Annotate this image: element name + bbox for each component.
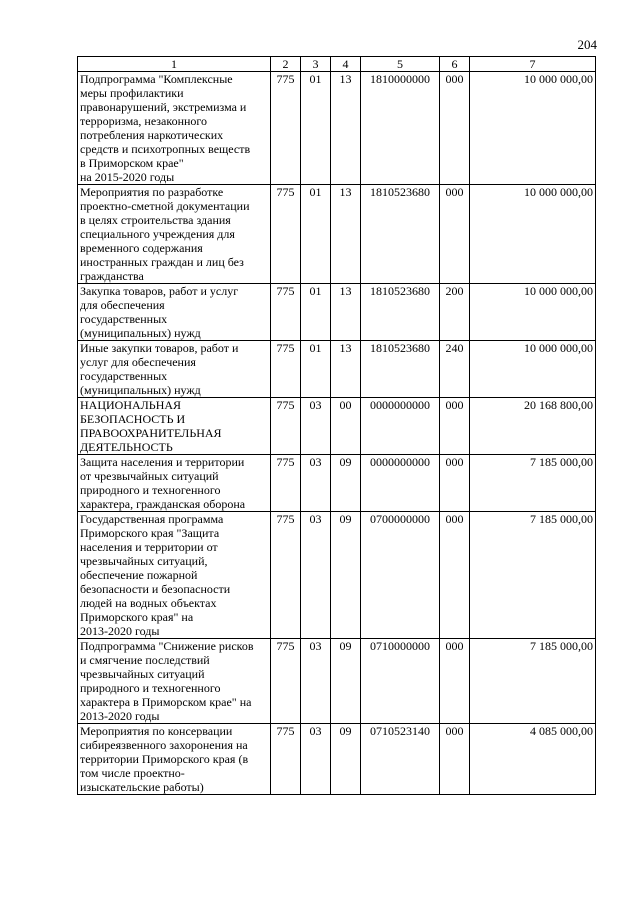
row-target-code: 1810523680 [361,341,440,398]
row-ministry-code: 775 [271,341,301,398]
header-col-6: 6 [440,57,470,72]
row-name: Мероприятия по разработке проектно-сметной документации в целях строительства здания специального учреждения для временного содержания иностранных граждан и лиц без гражданства [78,185,271,284]
row-subsection-code: 13 [331,185,361,284]
table-row [78,455,596,512]
table-row [78,512,596,639]
table-row [78,284,596,341]
row-section-code: 03 [301,639,331,724]
row-subsection-code: 09 [331,724,361,795]
row-target-code: 1810523680 [361,185,440,284]
table-row [78,639,596,724]
row-name: Иные закупки товаров, работ и услуг для обеспечения государственных (муниципальных) нужд [78,341,271,398]
row-section-code: 01 [301,72,331,185]
row-ministry-code: 775 [271,455,301,512]
row-amount: 10 000 000,00 [470,341,596,398]
row-target-code: 1810000000 [361,72,440,185]
row-target-code: 0000000000 [361,455,440,512]
row-amount: 20 168 800,00 [470,398,596,455]
row-ministry-code: 775 [271,284,301,341]
row-expense-type: 000 [440,185,470,284]
header-col-7: 7 [470,57,596,72]
row-expense-type: 000 [440,639,470,724]
row-subsection-code: 09 [331,512,361,639]
row-expense-type: 000 [440,455,470,512]
row-target-code: 1810523680 [361,284,440,341]
row-amount: 7 185 000,00 [470,639,596,724]
header-col-5: 5 [361,57,440,72]
row-name: Закупка товаров, работ и услуг для обеспечения государственных (муниципальных) нужд [78,284,271,341]
row-target-code: 0710000000 [361,639,440,724]
budget-table [77,56,596,795]
table-row [78,185,596,284]
row-section-code: 03 [301,455,331,512]
row-ministry-code: 775 [271,398,301,455]
row-amount: 7 185 000,00 [470,512,596,639]
header-row [78,57,596,72]
row-subsection-code: 00 [331,398,361,455]
header-col-1: 1 [78,57,271,72]
row-expense-type: 000 [440,398,470,455]
row-name: Защита населения и территории от чрезвычайных ситуаций природного и техногенного характера, гражданская оборона [78,455,271,512]
table-row [78,724,596,795]
row-subsection-code: 13 [331,72,361,185]
row-ministry-code: 775 [271,724,301,795]
row-expense-type: 000 [440,72,470,185]
row-name: Государственная программа Приморского края "Защита населения и территории от чрезвычайных ситуаций, обеспечение пожарной безопасности и безопасности людей на водных объектах Приморского края" на 2013-2020 годы [78,512,271,639]
row-subsection-code: 09 [331,455,361,512]
row-amount: 4 085 000,00 [470,724,596,795]
row-amount: 7 185 000,00 [470,455,596,512]
row-target-code: 0710523140 [361,724,440,795]
row-name: Подпрограмма "Комплексные меры профилактики правонарушений, экстремизма и терроризма, незаконного потребления наркотических средств и психотропных веществ в Приморском крае" на 2015-2020 годы [78,72,271,185]
row-expense-type: 240 [440,341,470,398]
row-section-code: 03 [301,398,331,455]
header-col-3: 3 [301,57,331,72]
row-expense-type: 000 [440,512,470,639]
row-ministry-code: 775 [271,185,301,284]
row-ministry-code: 775 [271,512,301,639]
table-row [78,398,596,455]
header-col-2: 2 [271,57,301,72]
table-row [78,72,596,185]
row-amount: 10 000 000,00 [470,72,596,185]
row-expense-type: 000 [440,724,470,795]
row-section-code: 03 [301,724,331,795]
row-expense-type: 200 [440,284,470,341]
page-number: 204 [577,37,597,52]
row-ministry-code: 775 [271,639,301,724]
row-ministry-code: 775 [271,72,301,185]
row-section-code: 01 [301,341,331,398]
row-name: НАЦИОНАЛЬНАЯ БЕЗОПАСНОСТЬ И ПРАВООХРАНИТЕЛЬНАЯ ДЕЯТЕЛЬНОСТЬ [78,398,271,455]
row-amount: 10 000 000,00 [470,185,596,284]
row-target-code: 0000000000 [361,398,440,455]
row-section-code: 03 [301,512,331,639]
row-target-code: 0700000000 [361,512,440,639]
row-section-code: 01 [301,185,331,284]
row-section-code: 01 [301,284,331,341]
header-col-4: 4 [331,57,361,72]
row-name: Подпрограмма "Снижение рисков и смягчение последствий чрезвычайных ситуаций природного и техногенного характера в Приморском крае" на 2013-2020 годы [78,639,271,724]
row-subsection-code: 09 [331,639,361,724]
row-amount: 10 000 000,00 [470,284,596,341]
table-row [78,341,596,398]
row-subsection-code: 13 [331,284,361,341]
row-name: Мероприятия по консервации сибиреязвенного захоронения на территории Приморского края (в том числе проектно- изыскательские работы) [78,724,271,795]
row-subsection-code: 13 [331,341,361,398]
